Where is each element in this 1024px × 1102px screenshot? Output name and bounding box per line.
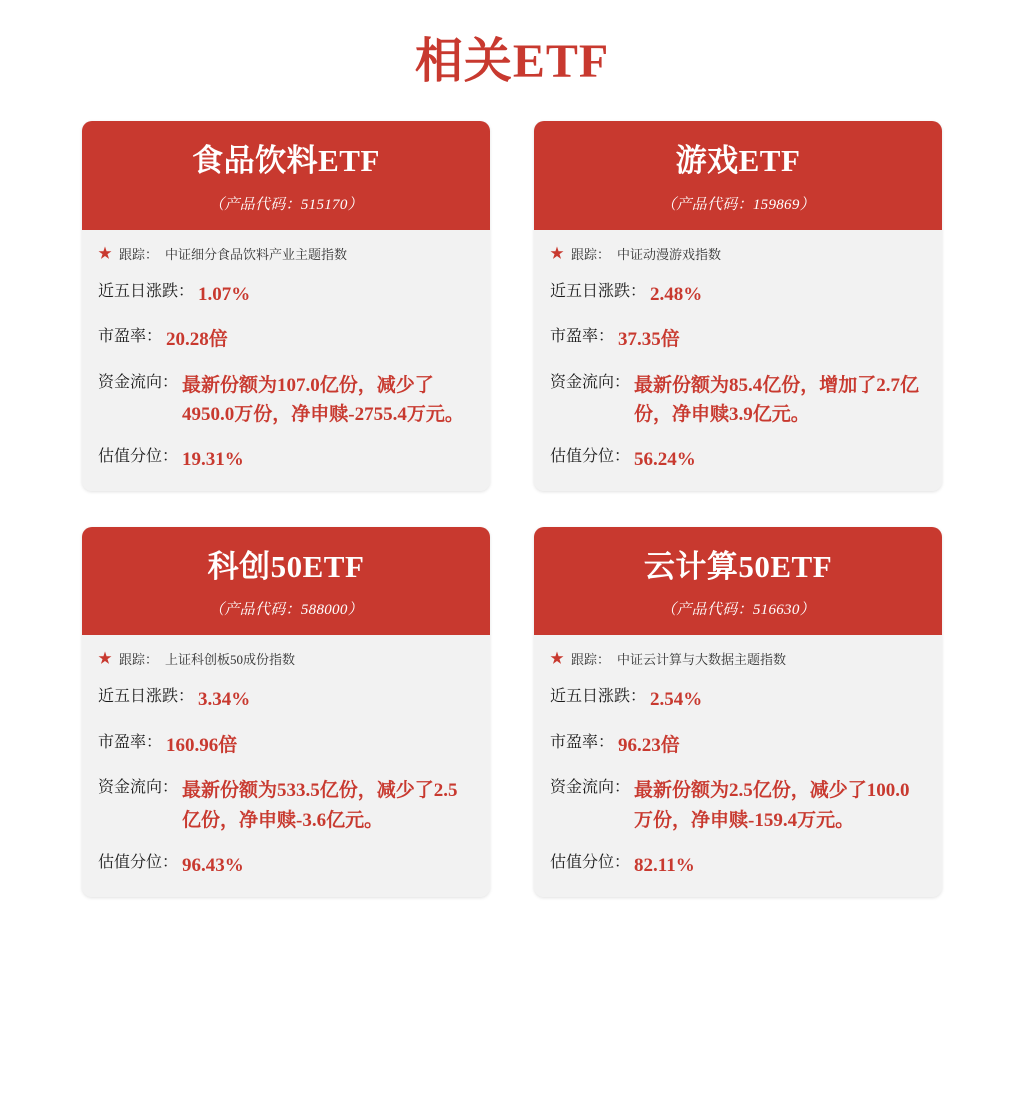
etf-track-label: 跟踪：	[119, 246, 159, 262]
etf-code: （产品代码：515170）	[209, 196, 363, 213]
etf-valuation-row	[98, 851, 474, 880]
etf-card-header	[82, 121, 490, 230]
etf-flow-row	[98, 371, 474, 430]
star-icon: ★	[550, 652, 564, 668]
page-title: 相关ETF	[414, 35, 610, 88]
etf-name: 游戏ETF	[675, 143, 801, 178]
etf-card-header	[534, 121, 942, 230]
etf-pe-value: 20.28倍	[166, 329, 228, 351]
star-icon: ★	[98, 246, 112, 262]
etf-flow-value: 最新份额为2.5亿份，减少了100.0万份，净申赎-159.4万元。	[634, 780, 910, 831]
etf-card[interactable]	[534, 527, 942, 897]
etf-pe-value: 96.23倍	[618, 734, 680, 756]
etf-five-day-value: 2.48%	[650, 283, 703, 305]
etf-valuation-label: 估值分位：	[550, 854, 631, 872]
etf-pe-row	[550, 325, 926, 354]
etf-track-value: 中证细分食品饮料产业主题指数	[165, 246, 348, 262]
etf-flow-label: 资金流向：	[550, 373, 631, 391]
etf-track-value: 中证云计算与大数据主题指数	[617, 652, 787, 668]
etf-track-value: 中证动漫游戏指数	[617, 246, 722, 262]
etf-name: 食品饮料ETF	[192, 143, 380, 178]
etf-valuation-value: 19.31%	[182, 449, 244, 471]
etf-code: （产品代码：159869）	[661, 196, 815, 213]
etf-track-row	[550, 651, 926, 669]
etf-card-body	[82, 230, 490, 491]
etf-pe-label: 市盈率：	[98, 733, 163, 751]
etf-name: 云计算50ETF	[643, 548, 833, 584]
etf-five-day-label: 近五日涨跌：	[98, 688, 195, 706]
etf-card-body	[534, 635, 942, 896]
etf-flow-label: 资金流向：	[550, 779, 631, 797]
etf-five-day-label: 近五日涨跌：	[550, 282, 647, 300]
etf-card[interactable]	[82, 121, 490, 491]
etf-five-day-value: 1.07%	[198, 283, 251, 305]
etf-pe-row	[98, 325, 474, 354]
etf-flow-value: 最新份额为107.0亿份，减少了4950.0万份，净申赎-2755.4万元。	[182, 374, 464, 425]
etf-valuation-value: 96.43%	[182, 855, 244, 877]
etf-valuation-label: 估值分位：	[98, 448, 179, 466]
etf-five-day-row	[550, 280, 926, 309]
etf-track-row	[550, 246, 926, 264]
etf-name: 科创50ETF	[207, 548, 365, 584]
etf-flow-row	[550, 371, 926, 430]
etf-flow-label: 资金流向：	[98, 373, 179, 391]
star-icon: ★	[550, 246, 564, 262]
etf-pe-value: 37.35倍	[618, 329, 680, 351]
etf-valuation-row	[550, 445, 926, 474]
etf-code: （产品代码：516630）	[661, 602, 815, 619]
etf-pe-label: 市盈率：	[98, 328, 163, 346]
etf-valuation-row	[98, 445, 474, 474]
etf-pe-row	[550, 731, 926, 760]
etf-pe-label: 市盈率：	[550, 328, 615, 346]
etf-track-label: 跟踪：	[571, 246, 611, 262]
etf-pe-row	[98, 731, 474, 760]
star-icon: ★	[98, 652, 112, 668]
etf-five-day-row	[550, 685, 926, 714]
etf-track-row	[98, 246, 474, 264]
etf-card[interactable]	[82, 527, 490, 897]
etf-card-body	[82, 635, 490, 896]
etf-five-day-value: 3.34%	[198, 689, 251, 711]
etf-five-day-row	[98, 280, 474, 309]
etf-card[interactable]	[534, 121, 942, 491]
etf-card-header	[82, 527, 490, 636]
etf-five-day-label: 近五日涨跌：	[550, 688, 647, 706]
etf-track-value: 上证科创板50成份指数	[165, 652, 296, 668]
etf-flow-value: 最新份额为85.4亿份，增加了2.7亿份，净申赎3.9亿元。	[634, 374, 920, 425]
etf-page	[0, 22, 1024, 917]
etf-track-label: 跟踪：	[119, 652, 159, 668]
etf-five-day-row	[98, 685, 474, 714]
etf-valuation-label: 估值分位：	[98, 854, 179, 872]
etf-flow-value: 最新份额为533.5亿份，减少了2.5亿份，净申赎-3.6亿元。	[182, 780, 458, 831]
etf-card-header	[534, 527, 942, 636]
etf-flow-label: 资金流向：	[98, 779, 179, 797]
etf-pe-label: 市盈率：	[550, 733, 615, 751]
etf-valuation-row	[550, 851, 926, 880]
etf-valuation-label: 估值分位：	[550, 448, 631, 466]
etf-valuation-value: 56.24%	[634, 449, 696, 471]
etf-card-grid	[0, 121, 1024, 897]
etf-flow-row	[550, 776, 926, 835]
etf-card-body	[534, 230, 942, 491]
etf-five-day-value: 2.54%	[650, 689, 703, 711]
etf-flow-row	[98, 776, 474, 835]
etf-code: （产品代码：588000）	[209, 602, 363, 619]
etf-five-day-label: 近五日涨跌：	[98, 282, 195, 300]
etf-pe-value: 160.96倍	[166, 734, 238, 756]
etf-track-label: 跟踪：	[571, 652, 611, 668]
etf-track-row	[98, 651, 474, 669]
etf-valuation-value: 82.11%	[634, 855, 695, 877]
